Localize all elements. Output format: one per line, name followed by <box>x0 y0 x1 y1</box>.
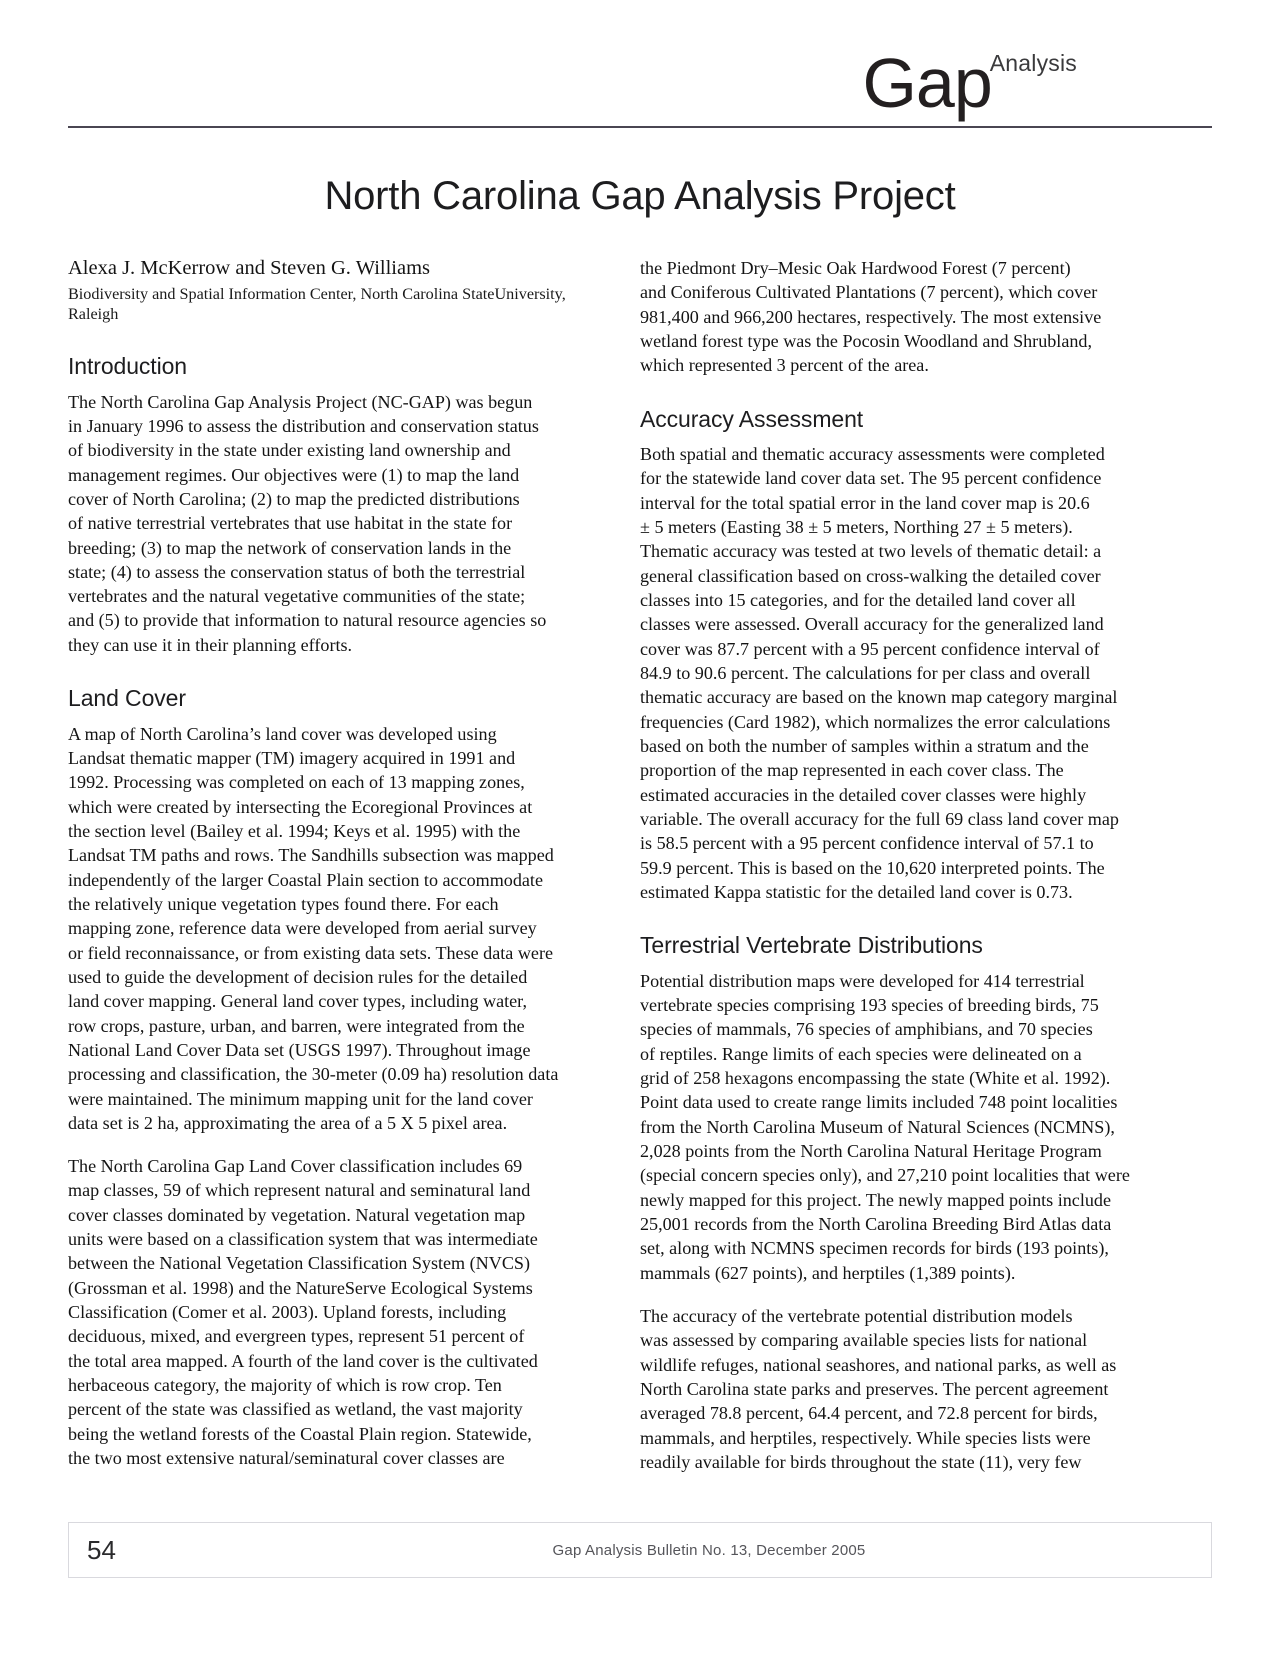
gap-analysis-logo <box>862 44 1079 122</box>
text-line: thematic accuracy are based on the known map category marginal <box>640 687 1118 708</box>
text-line: state; (4) to assess the conservation status of both the terrestrial <box>68 561 526 582</box>
text-line: 59.9 percent. This is based on the 10,620 interpreted points. The <box>640 857 1105 878</box>
text-line: University, Raleigh <box>68 284 566 324</box>
text-line: general classification based on cross-walking the detailed cover <box>640 565 1101 586</box>
text-line: management regimes. Our objectives were (1) to map the land <box>68 464 520 485</box>
text-line: vertebrate species comprising 193 species of breeding birds, 75 <box>640 995 1099 1016</box>
text-line: the total area mapped. A fourth of the land cover is the cultivated <box>68 1350 538 1371</box>
text-line: and Coniferous Cultivated Plantations (7 percent), which cover <box>640 282 1098 303</box>
text-line: row crops, pasture, urban, and barren, were integrated from the <box>68 1015 525 1036</box>
text-line: estimated Kappa statistic for the detailed land cover is 0.73. <box>640 881 1073 902</box>
paragraph-accuracy-assessment <box>640 442 1170 904</box>
text-line: variable. The overall accuracy for the full 69 class land cover map <box>640 809 1119 829</box>
text-line: set, along with NCMNS specimen records for birds (193 points), <box>640 1238 1109 1259</box>
text-line: Biodiversity and Spatial Information Center, North Carolina State <box>68 284 495 303</box>
text-line: wetland forest type was the Pocosin Woodland and Shrubland, <box>640 330 1092 351</box>
logo-wordmark-analysis: Analysis <box>989 49 1077 76</box>
text-line: cover was 87.7 percent with a 95 percent confidence interval of <box>640 638 1100 659</box>
text-line: newly mapped for this project. The newly mapped points include <box>640 1189 1111 1210</box>
text-line: the two most extensive natural/seminatural cover classes are <box>68 1448 505 1469</box>
text-line: The North Carolina Gap Land Cover classification includes 69 <box>68 1156 523 1177</box>
page-footer <box>68 1522 1212 1578</box>
text-line: National Land Cover Data set (USGS 1997). Throughout image <box>68 1039 531 1060</box>
text-line: grid of 258 hexagons encompassing the state (White et al. 1992). <box>640 1068 1111 1089</box>
text-line: of reptiles. Range limits of each species were delineated on a <box>640 1043 1082 1064</box>
text-line: North Carolina state parks and preserves. The percent agreement <box>640 1379 1109 1399</box>
text-line: mapping zone, reference data were developed from aerial survey <box>68 918 537 939</box>
text-line: they can use it in their planning efforts. <box>68 634 353 655</box>
text-line: vertebrates and the natural vegetative communities of the state; <box>68 586 526 607</box>
text-line: mammals (627 points), and herptiles (1,389 points). <box>640 1262 1016 1283</box>
text-line: Landsat TM paths and rows. The Sandhills subsection was mapped <box>68 845 554 866</box>
text-line: percent of the state was classified as wetland, the vast majority <box>68 1399 523 1420</box>
text-line: classes into 15 categories, and for the detailed land cover all <box>640 590 1076 611</box>
text-line: cover of North Carolina; (2) to map the predicted distributions <box>68 488 520 509</box>
paragraph-terrestrial-2 <box>640 1304 1170 1474</box>
text-line: ± 5 meters (Easting 38 ± 5 meters, Northing 27 ± 5 meters). <box>640 517 1073 538</box>
text-line: is 58.5 percent with a 95 percent confidence interval of 57.1 to <box>640 833 1094 854</box>
text-line: herbaceous category, the majority of which is row crop. Ten <box>68 1375 502 1396</box>
text-line: Both spatial and thematic accuracy assessments were completed <box>640 444 1105 465</box>
paragraph-terrestrial-1 <box>640 969 1170 1285</box>
text-line: and (5) to provide that information to natural resource agencies so <box>68 610 547 631</box>
text-line: based on both the number of samples within a stratum and the <box>640 736 1089 757</box>
text-line: of biodiversity in the state under existing land ownership and <box>68 440 511 461</box>
text-line: independently of the larger Coastal Plain section to accommodate <box>68 869 543 890</box>
text-line: 25,001 records from the North Carolina Breeding Bird Atlas data <box>640 1214 1112 1235</box>
paragraph-introduction <box>68 390 598 658</box>
text-line: units were based on a classification system that was intermediate <box>68 1229 538 1250</box>
text-line: or field reconnaissance, or from existing data sets. These data were <box>68 942 553 963</box>
text-line: species of mammals, 76 species of amphibians, and 70 species <box>640 1019 1093 1040</box>
column-left <box>68 256 598 1470</box>
text-line: cover classes dominated by vegetation. Natural vegetation map <box>68 1204 526 1225</box>
text-line: A map of North Carolina’s land cover was developed using <box>68 723 497 744</box>
text-line: 84.9 to 90.6 percent. The calculations for per class and overall <box>640 663 1091 684</box>
text-line: Point data used to create range limits included 748 point localities <box>640 1092 1118 1113</box>
text-line: was assessed by comparing available species lists for national <box>640 1330 1088 1351</box>
paragraph-land-cover-2 <box>68 1154 598 1470</box>
section-heading-introduction: Introduction <box>68 353 187 380</box>
text-line: Potential distribution maps were developed for 414 terrestrial <box>640 970 1085 991</box>
section-heading-terrestrial-vertebrate-distributions: Terrestrial Vertebrate Distributions <box>640 932 983 959</box>
text-line: The North Carolina Gap Analysis Project (NC-GAP) was begun <box>68 391 533 412</box>
paragraph-land-cover-1 <box>68 722 598 1136</box>
text-line: Thematic accuracy was tested at two levels of thematic detail: a <box>640 541 1102 562</box>
text-line: of native terrestrial vertebrates that use habitat in the state for <box>68 513 513 534</box>
text-line: frequencies (Card 1982), which normalizes the error calculations <box>640 711 1111 732</box>
masthead <box>68 0 1212 128</box>
text-line: The accuracy of the vertebrate potential distribution models <box>640 1306 1073 1327</box>
text-line: estimated accuracies in the detailed cover classes were highly <box>640 784 1087 805</box>
text-line: (Grossman et al. 1998) and the NatureServe Ecological Systems <box>68 1277 533 1298</box>
text-line: processing and classification, the 30-meter (0.09 ha) resolution data <box>68 1064 559 1085</box>
masthead-divider <box>68 126 1212 128</box>
section-heading-land-cover: Land Cover <box>68 685 186 712</box>
text-line: Landsat thematic mapper (TM) imagery acquired in 1991 and <box>68 747 516 768</box>
text-line: proportion of the map represented in each cover class. The <box>640 760 1064 781</box>
text-line: the section level (Bailey et al. 1994; Keys et al. 1995) with the <box>68 820 521 841</box>
paragraph-land-cover-continuation <box>640 256 1170 378</box>
footer-citation: Gap Analysis Bulletin No. 13, December 2005 <box>552 1541 866 1559</box>
article-columns <box>68 256 1212 1474</box>
text-line: from the North Carolina Museum of Natural Sciences (NCMNS), <box>640 1116 1115 1137</box>
text-line: which were created by intersecting the Ecoregional Provinces at <box>68 796 533 817</box>
text-line: the Piedmont Dry–Mesic Oak Hardwood Forest (7 percent) <box>640 258 1071 278</box>
column-right <box>640 256 1170 1474</box>
text-line: averaged 78.8 percent, 64.4 percent, and 72.8 percent for birds, <box>640 1403 1098 1424</box>
text-line: Classification (Comer et al. 2003). Upland forests, including <box>68 1302 507 1323</box>
text-line: being the wetland forests of the Coastal Plain region. Statewide, <box>68 1423 532 1444</box>
text-line: readily available for birds throughout the state (11), very few <box>640 1451 1082 1472</box>
text-line: 2,028 points from the North Carolina Natural Heritage Program <box>640 1141 1102 1162</box>
text-line: (special concern species only), and 27,210 point localities that were <box>640 1165 1130 1186</box>
text-line: interval for the total spatial error in the land cover map is 20.6 <box>640 492 1090 513</box>
text-line: for the statewide land cover data set. The 95 percent confidence <box>640 468 1102 489</box>
text-line: the relatively unique vegetation types found there. For each <box>68 893 499 914</box>
text-line: which represented 3 percent of the area. <box>640 355 929 376</box>
author-affiliation <box>68 284 598 325</box>
text-line: deciduous, mixed, and evergreen types, represent 51 percent of <box>68 1326 525 1347</box>
text-line: 1992. Processing was completed on each of 13 mapping zones, <box>68 772 525 793</box>
section-heading-accuracy-assessment: Accuracy Assessment <box>640 405 864 432</box>
text-line: data set is 2 ha, approximating the area of a 5 X 5 pixel area. <box>68 1112 508 1133</box>
page-title: North Carolina Gap Analysis Project <box>324 174 956 218</box>
text-line: were maintained. The minimum mapping unit for the land cover <box>68 1088 533 1109</box>
text-line: map classes, 59 of which represent natural and seminatural land <box>68 1180 531 1201</box>
text-line: wildlife refuges, national seashores, and national parks, as well as <box>640 1354 1117 1375</box>
logo-wordmark-gap: Gap <box>862 44 992 122</box>
text-line: mammals, and herptiles, respectively. While species lists were <box>640 1427 1091 1448</box>
text-line: used to guide the development of decision rules for the detailed <box>68 966 528 987</box>
footer-page-number: 54 <box>87 1534 116 1565</box>
text-line: between the National Vegetation Classification System (NVCS) <box>68 1253 530 1274</box>
text-line: classes were assessed. Overall accuracy for the generalized land <box>640 614 1104 635</box>
text-line: breeding; (3) to map the network of conservation lands in the <box>68 537 512 558</box>
author-list: Alexa J. McKerrow and Steven G. Williams <box>68 257 431 279</box>
text-line: 981,400 and 966,200 hectares, respectively. The most extensive <box>640 306 1102 327</box>
text-line: in January 1996 to assess the distribution and conservation status <box>68 415 539 436</box>
text-line: land cover mapping. General land cover types, including water, <box>68 991 527 1012</box>
